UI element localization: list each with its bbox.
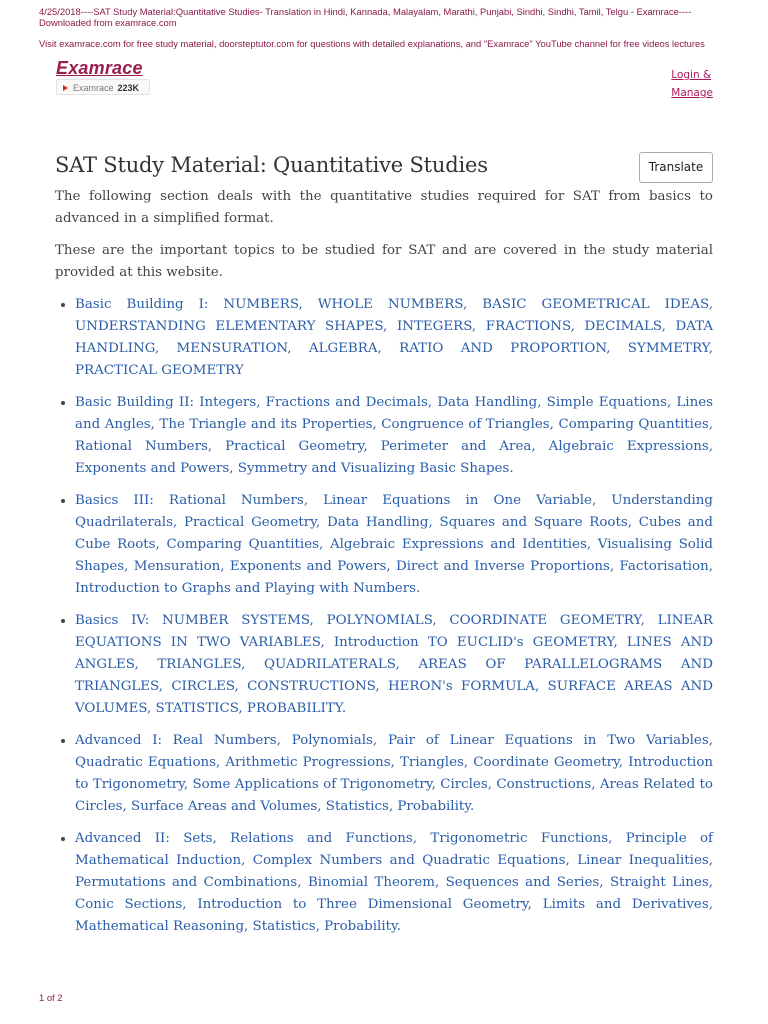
translate-button[interactable]: Translate	[639, 152, 713, 183]
print-header: 4/25/2018----SAT Study Material:Quantitative Studies- Translation in Hindi, Kannada, Malayalam, Marathi, Punjabi, Sindhi, Sindhi, Tamil, Telgu - Examrace----Downloaded from examrace.com	[39, 6, 692, 28]
topic-link-advanced-1[interactable]: Advanced I: Real Numbers, Polynomials, Pair of Linear Equations in Two Variables, Quadratic Equations, Arithmetic Progressions, Triangles, Coordinate Geometry, Introduction to Trigonometry, Some Applications of Trigonometry, Circles, Constructions, Areas Related to Circles, Surface Areas and Volumes, Statistics, Probability.	[75, 730, 713, 818]
youtube-subscribe-widget[interactable]	[56, 79, 150, 95]
login-manage-link[interactable]	[671, 66, 713, 102]
examrace-logo[interactable]: Examrace	[56, 58, 143, 78]
topic-list	[55, 294, 713, 938]
intro-paragraph-2: These are the important topics to be studied for SAT and are covered in the study material provided at this website.	[55, 243, 713, 280]
article-content	[55, 186, 713, 948]
login-link-line1[interactable]: Login &	[671, 69, 712, 81]
youtube-play-icon	[63, 85, 68, 91]
topic-link-basics-3[interactable]: Basics III: Rational Numbers, Linear Equations in One Variable, Understanding Quadrilaterals, Practical Geometry, Data Handling, Squares and Square Roots, Cubes and Cube Roots, Comparing Quantities, Algebraic Expressions and Identities, Visualising Solid Shapes, Mensuration, Exponents and Powers, Direct and Inverse Proportions, Factorisation, Introduction to Graphs and Playing with Numbers.	[75, 490, 713, 600]
page-number: 1 of 2	[39, 992, 63, 1003]
topic-link-advanced-2[interactable]: Advanced II: Sets, Relations and Functions, Trigonometric Functions, Principle of Mathematical Induction, Complex Numbers and Quadratic Equations, Linear Inequalities, Permutations and Combinations, Binomial Theorem, Sequences and Series, Straight Lines, Conic Sections, Introduction to Three Dimensional Geometry, Limits and Derivatives, Mathematical Reasoning, Statistics, Probability.	[75, 828, 713, 938]
youtube-subscriber-count: 223K	[117, 83, 140, 93]
youtube-channel-name: Examrace	[73, 83, 114, 93]
page-title: SAT Study Material: Quantitative Studies	[55, 153, 488, 177]
topic-link-basic-building-1[interactable]: Basic Building I: NUMBERS, WHOLE NUMBERS, BASIC GEOMETRICAL IDEAS, UNDERSTANDING ELEMENTARY SHAPES, INTEGERS, FRACTIONS, DECIMALS, DATA HANDLING, MENSURATION, ALGEBRA, RATIO AND PROPORTION, SYMMETRY, PRACTICAL GEOMETRY	[75, 294, 713, 382]
intro-paragraph-1: The following section deals with the quantitative studies required for SAT from basics to advanced in a simplified format.	[55, 189, 713, 226]
topic-link-basics-4[interactable]: Basics IV: NUMBER SYSTEMS, POLYNOMIALS, COORDINATE GEOMETRY, LINEAR EQUATIONS IN TWO VARIABLES, Introduction TO EUCLID's GEOMETRY, LINES AND ANGLES, TRIANGLES, QUADRILATERALS, AREAS OF PARALLELOGRAMS AND TRIANGLES, CIRCLES, CONSTRUCTIONS, HERON's FORMULA, SURFACE AREAS AND VOLUMES, STATISTICS, PROBABILITY.	[75, 610, 713, 720]
login-link-line2[interactable]: Manage	[671, 87, 713, 99]
print-notice: Visit examrace.com for free study material, doorsteptutor.com for questions with detailed explanations, and "Examrace" YouTube channel for free videos lectures	[39, 38, 705, 49]
topic-link-basic-building-2[interactable]: Basic Building II: Integers, Fractions and Decimals, Data Handling, Simple Equations, Lines and Angles, The Triangle and its Properties, Congruence of Triangles, Comparing Quantities, Rational Numbers, Practical Geometry, Perimeter and Area, Algebraic Expressions, Exponents and Powers, Symmetry and Visualizing Basic Shapes.	[75, 392, 713, 480]
